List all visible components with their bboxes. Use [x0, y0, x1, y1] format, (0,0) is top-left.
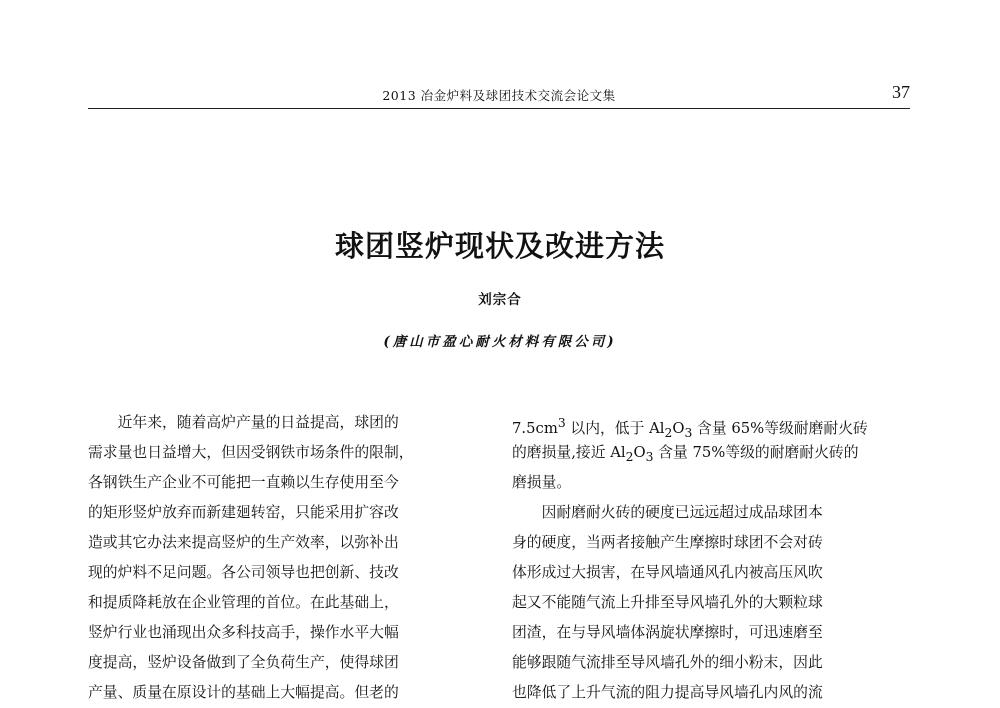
- body-line: 也降低了上升气流的阻力提高导风墙孔内风的流: [512, 684, 823, 701]
- superscript: 3: [557, 416, 566, 430]
- body-line: 磨损量。: [512, 474, 572, 491]
- body-line: [512, 408, 910, 438]
- text-run: 7.5cm: [512, 419, 558, 437]
- body-line: 能够跟随气流排至导风墙孔外的细小粉末，因此: [512, 654, 823, 671]
- text-run: 含量 75%等级的耐磨耐火砖的: [653, 444, 859, 461]
- body-line: 造或其它办法来提高竖炉的生产效率，以弥补出: [88, 534, 399, 551]
- body-line: [512, 438, 910, 468]
- text-run: O: [633, 444, 646, 461]
- body-line: 产量、质量在原设计的基础上大幅提高。但老的: [88, 684, 399, 701]
- text-run: 的磨损量,接近 Al: [512, 444, 626, 461]
- body-line: 身的硬度，当两者接触产生摩擦时球团不会对砖: [512, 534, 823, 551]
- article-title: 球团竖炉现状及改进方法: [334, 229, 665, 263]
- body-line: 起又不能随气流上升排至导风墙孔外的大颗粒球: [512, 594, 823, 611]
- subscript: 2: [625, 449, 634, 464]
- subscript: 2: [664, 425, 673, 438]
- body-line: 近年来，随着高炉产量的日益提高，球团的: [88, 414, 399, 431]
- body-line: 的矩形竖炉放弃而新建廻转窑，只能采用扩容改: [88, 504, 399, 521]
- body-line: 和提质降耗放在企业管理的首位。在此基础上，: [88, 594, 399, 611]
- text-run: 以内，低于 Al: [565, 419, 665, 437]
- right-column: [512, 408, 910, 708]
- text-run: O: [672, 419, 685, 437]
- body-line: 体形成过大损害，在导风墙通风孔内被高压风吹: [512, 564, 823, 581]
- left-column: [88, 408, 486, 708]
- subscript: 3: [684, 425, 693, 438]
- body-line: 需求量也日益增大，但因受钢铁市场条件的限制，: [88, 444, 414, 461]
- article-affiliation: (唐山市盈心耐火材料有限公司): [383, 334, 617, 350]
- article-author: 刘宗合: [478, 292, 522, 308]
- subscript: 3: [645, 449, 654, 464]
- page-number: 37: [892, 82, 910, 102]
- body-line: 度提高，竖炉设备做到了全负荷生产，使得球团: [88, 654, 399, 671]
- body-line: 竖炉行业也涌现出众多科技高手，操作水平大幅: [88, 624, 399, 641]
- body-line: 因耐磨耐火砖的硬度已远远超过成品球团本: [512, 504, 823, 521]
- running-header: [88, 80, 910, 109]
- body-line: 现的炉料不足问题。各公司领导也把创新、技改: [88, 564, 399, 581]
- text-run: 含量 65%等级耐磨耐火砖: [692, 419, 868, 437]
- body-line: 各钢铁生产企业不可能把一直赖以生存使用至今: [88, 474, 399, 491]
- body-line: 团渣，在与导风墙体涡旋状摩擦时，可迅速磨至: [512, 624, 823, 641]
- running-title: 2013 冶金炉料及球团技术交流会论文集: [382, 88, 616, 103]
